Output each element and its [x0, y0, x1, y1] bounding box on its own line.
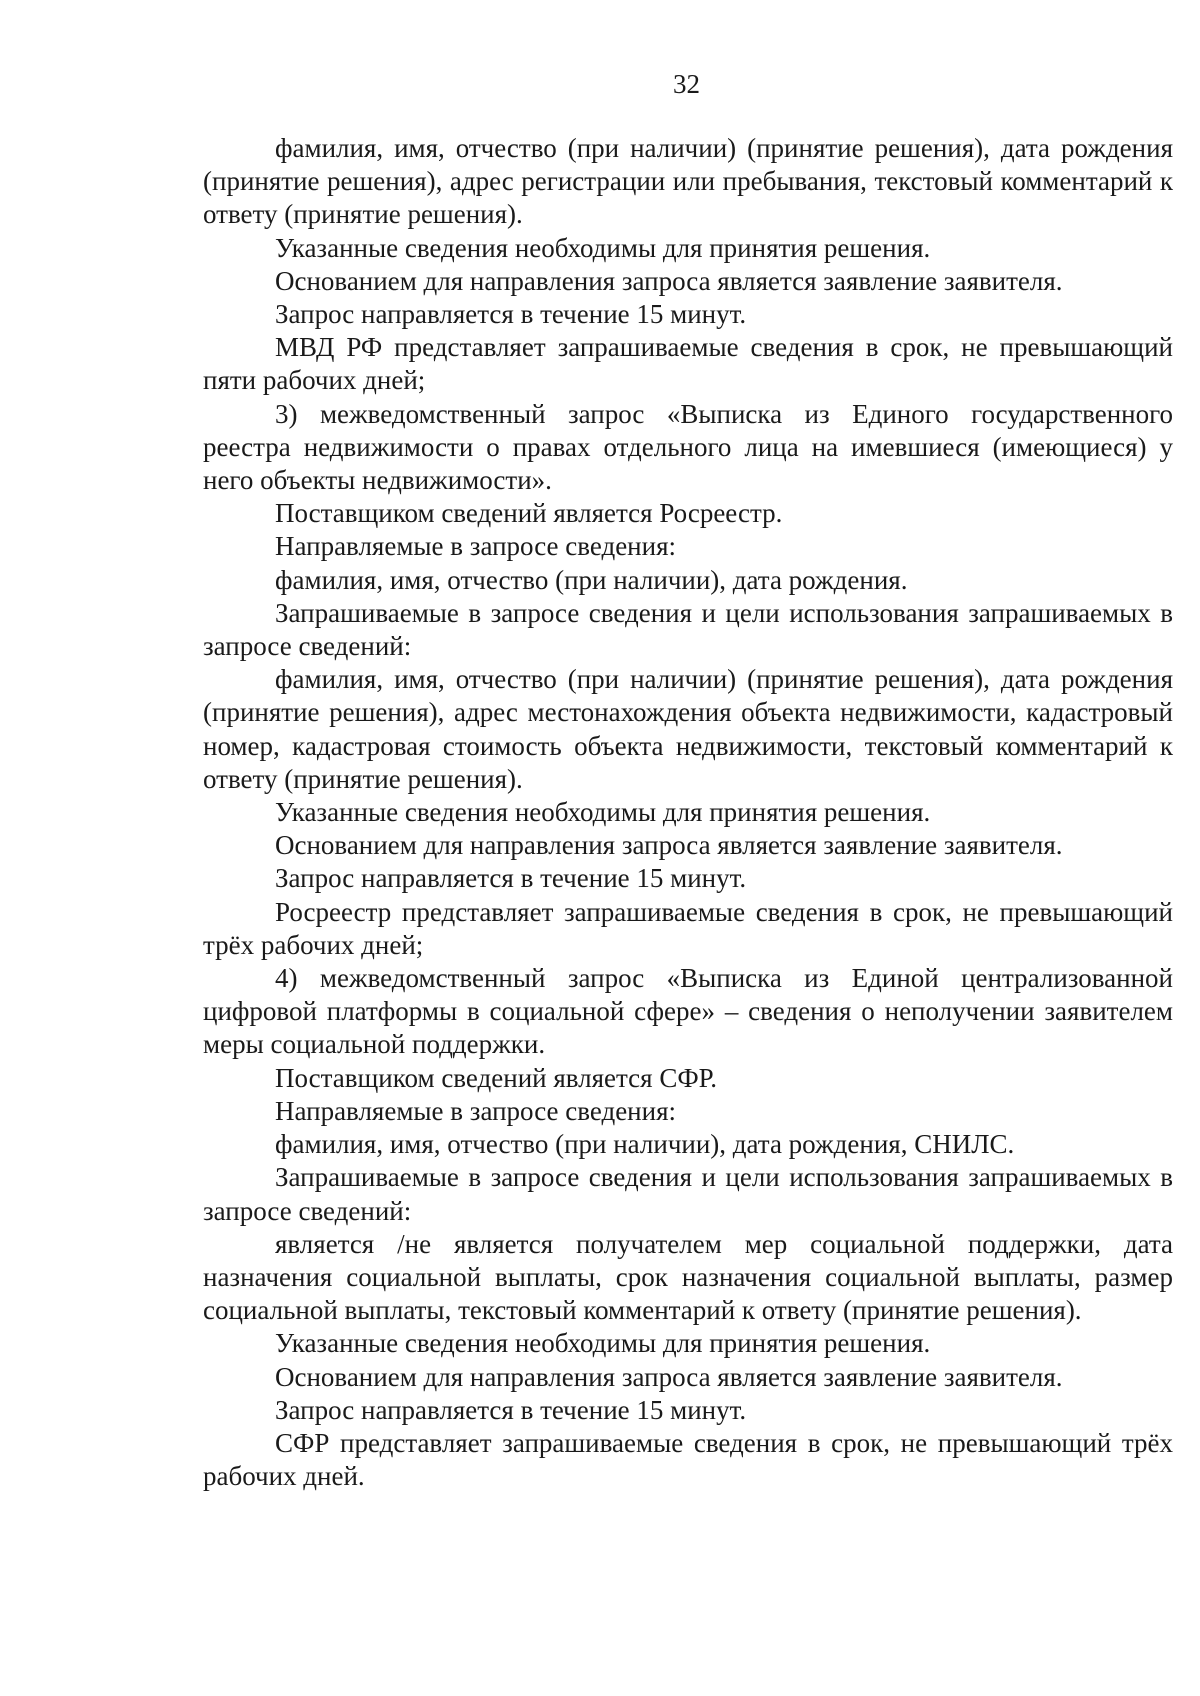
paragraph-4: Запрос направляется в течение 15 минут. — [275, 299, 747, 330]
paragraph-16: 4) межведомственный запрос «Выписка из Единой централизованной цифровой платформы в социальной сфере» – сведения о неполучении заявителем меры социальной поддержки. — [203, 963, 1173, 1060]
paragraph-19: фамилия, имя, отчество (при наличии), дата рождения, СНИЛС. — [275, 1129, 1015, 1160]
paragraph-24: Запрос направляется в течение 15 минут. — [275, 1394, 747, 1425]
paragraph-7: Поставщиком сведений является Росреестр. — [275, 498, 783, 529]
paragraph-20: Запрашиваемые в запросе сведения и цели использования запрашиваемых в запросе сведений: — [203, 1162, 1173, 1226]
paragraph-1: фамилия, имя, отчество (при наличии) (принятие решения), дата рождения (принятие решения), адрес регистрации или пребывания, текстовый комментарий к ответу (принятие решения). — [203, 133, 1173, 230]
paragraph-25: СФР представляет запрашиваемые сведения в срок, не превышающий трёх рабочих дней. — [203, 1427, 1173, 1492]
paragraph-22: Указанные сведения необходимы для принятия решения. — [275, 1328, 931, 1359]
paragraph-18: Направляемые в запросе сведения: — [275, 1095, 676, 1126]
paragraph-17: Поставщиком сведений является СФР. — [275, 1062, 718, 1093]
paragraph-23: Основанием для направления запроса является заявление заявителя. — [275, 1361, 1063, 1392]
page-number: 32 — [673, 69, 700, 99]
paragraph-6: 3) межведомственный запрос «Выписка из Единого государственного реестра недвижимости о правах отдельного лица на имевшиеся (имеющиеся) у него объекты недвижимости». — [203, 398, 1173, 496]
paragraph-5: МВД РФ представляет запрашиваемые сведения в срок, не превышающий пяти рабочих дней; — [203, 332, 1173, 396]
paragraph-13: Основанием для направления запроса является заявление заявителя. — [275, 830, 1063, 861]
paragraph-21: является /не является получателем мер социальной поддержки, дата назначения социальной выплаты, срок назначения социальной выплаты, размер социальной выплаты, текстовый комментарий к ответу (принятие решения). — [203, 1228, 1173, 1326]
paragraph-14: Запрос направляется в течение 15 минут. — [275, 863, 747, 894]
document-body — [203, 132, 1173, 1493]
paragraph-10: Запрашиваемые в запросе сведения и цели использования запрашиваемых в запросе сведений: — [203, 597, 1173, 662]
paragraph-15: Росреестр представляет запрашиваемые сведения в срок, не превышающий трёх рабочих дней; — [203, 896, 1173, 960]
paragraph-12: Указанные сведения необходимы для принятия решения. — [275, 797, 931, 828]
paragraph-2: Указанные сведения необходимы для принятия решения. — [275, 232, 931, 263]
paragraph-9: фамилия, имя, отчество (при наличии), дата рождения. — [275, 564, 908, 595]
paragraph-8: Направляемые в запросе сведения: — [275, 531, 676, 562]
paragraph-3: Основанием для направления запроса является заявление заявителя. — [275, 265, 1063, 296]
paragraph-11: фамилия, имя, отчество (при наличии) (принятие решения), дата рождения (принятие решения), адрес местонахождения объекта недвижимости, кадастровый номер, кадастровая стоимость объекта недвижимости, текстовый комментарий к ответу (принятие решения). — [203, 664, 1173, 794]
